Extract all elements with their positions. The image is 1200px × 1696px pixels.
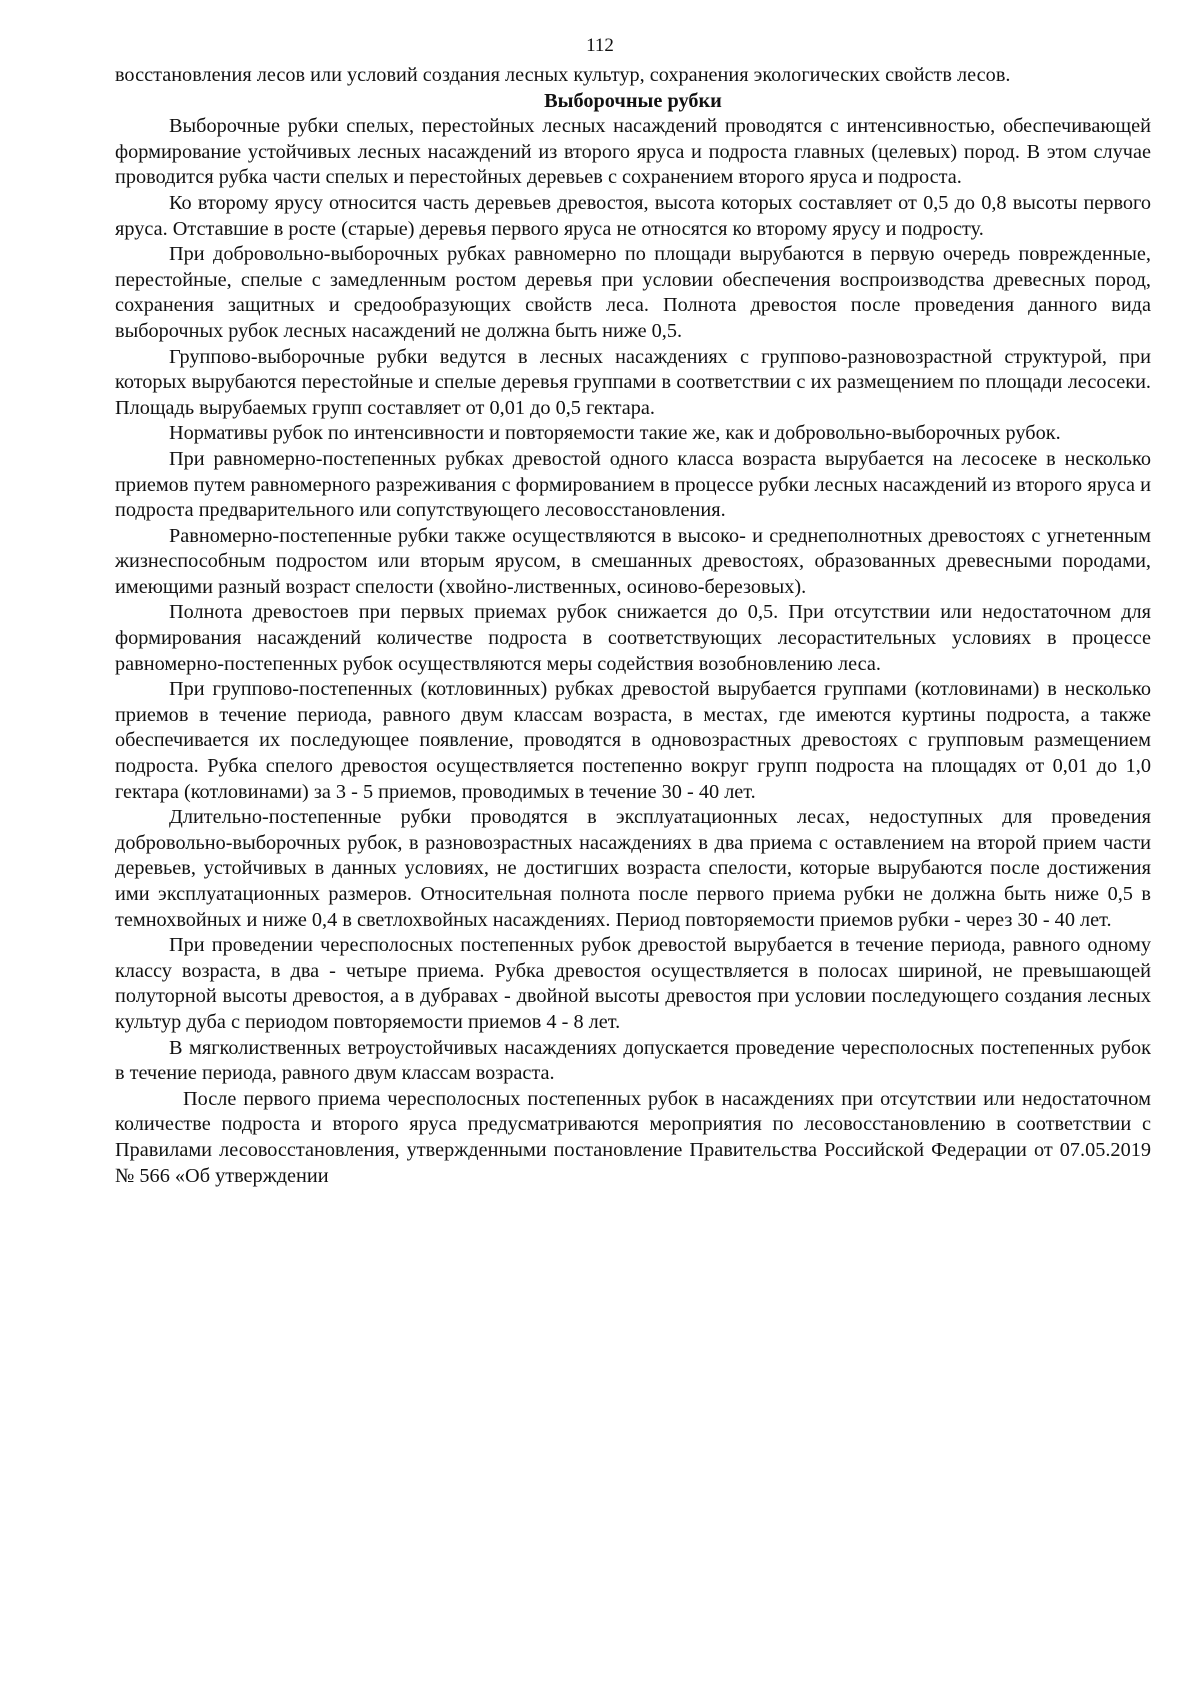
paragraph-felling-norms: Нормативы рубок по интенсивности и повторяемости такие же, как и добровольно-выборочных рубок. [169, 422, 1061, 445]
paragraph-selective-felling: Выборочные рубки спелых, перестойных лесных насаждений проводятся с интенсивностью, обеспечивающей формирование устойчивых лесных насаждений из второго яруса и подроста главных (целевых) пород. В этом случае проводится рубка части спелых и перестойных деревьев с сохранением второго яруса и подроста. [115, 115, 1151, 189]
section-title: Выборочные рубки [544, 89, 722, 112]
continuation-paragraph: восстановления лесов или условий создания лесных культур, сохранения экологических свойств лесов. [115, 64, 1011, 86]
paragraph-long-term-gradual: Длительно-постепенные рубки проводятся в эксплуатационных лесах, недоступных для проведения добровольно-выборочных рубок, в разновозрастных насаждениях в два приема с оставлением на второй прием части деревьев, устойчивых в данных условиях, не достигших возраста спелости, которые вырубаются после достижения ими эксплуатационных размеров. Относительная полнота после первого приема рубки не должна быть ниже 0,5 в темнохвойных и ниже 0,4 в светлохвойных насаждениях. Период повторяемости приемов рубки - через 30 - 40 лет. [115, 806, 1151, 931]
paragraph-soft-leaved-stands: В мягколиственных ветроустойчивых насаждениях допускается проведение чересполосных постепенных рубок в течение периода, равного двум классам возраста. [115, 1036, 1151, 1085]
paragraph-stand-density: Полнота древостоев при первых приемах рубок снижается до 0,5. При отсутствии или недостаточном для формирования насаждений количестве подроста в соответствующих лесорастительных условиях в процессе равномерно-постепенных рубок осуществляются меры содействия возобновлению леса. [115, 601, 1151, 675]
paragraph-group-gradual: При группово-постепенных (котловинных) рубках древостой вырубается группами (котловинами) в несколько приемов в течение периода, равного двум классам возраста, в местах, где имеются куртины подроста, а также обеспечивается их последующее появление, проводятся в одновозрастных древостоях с групповым размещением подроста. Рубка спелого древостоя осуществляется постепенно вокруг групп подроста на площадях от 0,01 до 1,0 гектара (котловинами) за 3 - 5 приемов, проводимых в течение 30 - 40 лет. [115, 678, 1151, 803]
paragraph-voluntary-selective: При добровольно-выборочных рубках равномерно по площади вырубаются в первую очередь поврежденные, перестойные, спелые с замедленным ростом деревья при условии обеспечения воспроизводства древесных пород, сохранения защитных и средообразующих свойств леса. Полнота древостоя после проведения данного вида выборочных рубок лесных насаждений не должна быть ниже 0,5. [115, 243, 1151, 342]
paragraph-uniform-gradual: При равномерно-постепенных рубках древостой одного класса возраста вырубается на лесосеке в несколько приемов путем равномерного разреживания с формированием в процессе рубки лесных насаждений из второго яруса и подроста предварительного или сопутствующего лесовосстановления. [115, 447, 1151, 522]
paragraph-strip-gradual: При проведении чересполосных постепенных рубок древостой вырубается в течение периода, равного одному классу возраста, в два - четыре приема. Рубка древостоя осуществляется в полосах шириной, не превышающей полуторной высоты древостоя, а в дубравах - двойной высоты древостоя при условии последующего создания лесных культур дуба с периодом повторяемости приемов 4 - 8 лет. [115, 934, 1151, 1033]
paragraph-group-selective: Группово-выборочные рубки ведутся в лесных насаждениях с группово-разновозрастной структурой, при которых вырубаются перестойные и спелые деревья группами в соответствии с их размещением по площади лесосеки. Площадь вырубаемых групп составляет от 0,01 до 0,5 гектара. [115, 345, 1151, 419]
paragraph-second-tier: Ко второму ярусу относится часть деревьев древостоя, высота которых составляет от 0,5 до 0,8 высоты первого яруса. Отставшие в росте (старые) деревья первого яруса не относятся ко второму ярусу и подросту. [115, 191, 1151, 240]
paragraph-reforestation: После первого приема чересполосных постепенных рубок в насаждениях при отсутствии или недостаточном количестве подроста и второго яруса предусматриваются мероприятия по лесовосстановлению в соответствии с Правилами лесовосстановления, утвержденными постановление Правительства Российской Федерации от 07.05.2019 № 566 «Об утверждении [115, 1087, 1151, 1187]
page-number: 112 [586, 35, 614, 56]
page-body [115, 63, 1151, 1189]
paragraph-uniform-gradual-stands: Равномерно-постепенные рубки также осуществляются в высоко- и среднеполнотных древостоях с угнетенным жизнеспособным подростом или вторым ярусом, в смешанных древостоях, образованных древесными породами, имеющими разный возраст спелости (хвойно-лиственных, осиново-березовых). [115, 524, 1151, 598]
